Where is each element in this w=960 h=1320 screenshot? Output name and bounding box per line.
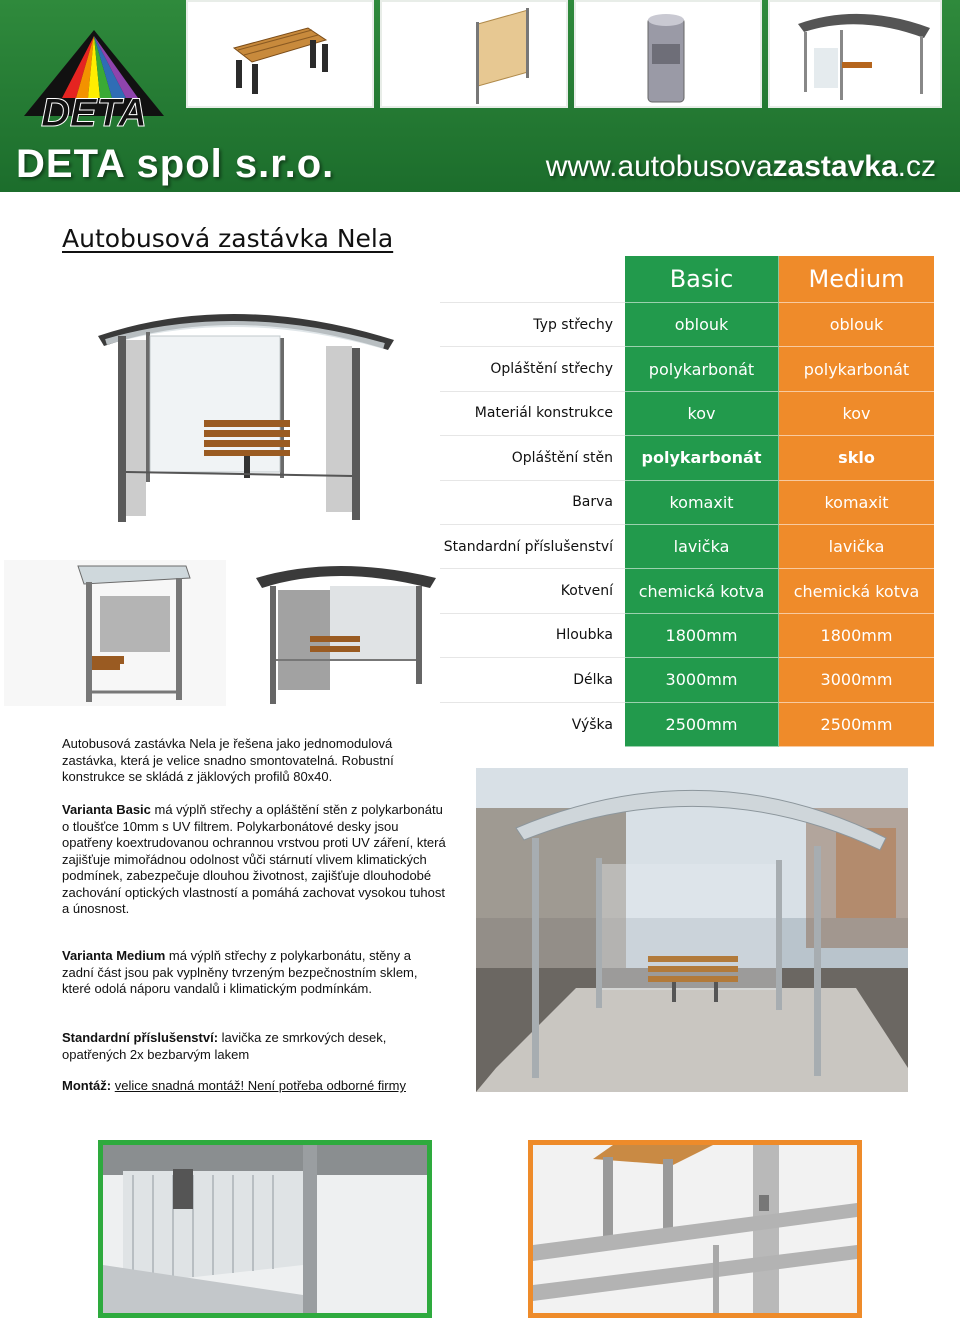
basic-variant-title: Varianta Basic [62, 802, 151, 817]
spec-label: Barva [440, 481, 625, 525]
shelter-render-side [4, 560, 226, 706]
basic-variant-paragraph [62, 802, 446, 918]
standard-accessories-paragraph [62, 1030, 446, 1063]
detail-photo-basic [98, 1140, 432, 1318]
spec-basic-value: polykarbonát [625, 436, 779, 480]
spec-medium-value: komaxit [779, 481, 934, 525]
assembly-paragraph [62, 1078, 446, 1095]
intro-paragraph: Autobusová zastávka Nela je řešena jako jednomodulová zastávka, která je velice snadno smontovatelná. Robustní konstrukce se skládá z jäklových profilů 80x40. [62, 736, 394, 784]
spec-row [440, 569, 934, 613]
spec-medium-value: 2500mm [779, 703, 934, 747]
shelter-installed-photo [476, 768, 908, 1092]
spec-label: Hloubka [440, 614, 625, 658]
spec-row [440, 436, 934, 480]
spec-basic-value: oblouk [625, 303, 779, 347]
spec-row [440, 614, 934, 658]
medium-variant-paragraph [62, 948, 446, 998]
shelter-thumbnail [768, 0, 942, 108]
website-bold: zastavka [772, 150, 898, 183]
spec-header-row [440, 256, 934, 303]
spec-label: Standardní příslušenství [440, 525, 625, 569]
spec-row [440, 481, 934, 525]
spec-medium-value: sklo [779, 436, 934, 480]
spec-row [440, 392, 934, 436]
shelter-render-perspective [226, 556, 442, 706]
waste-bin-thumbnail [574, 0, 762, 108]
standard-accessories-title: Standardní příslušenství: [62, 1030, 219, 1045]
website-prefix: www.autobusova [545, 150, 773, 183]
spec-basic-value: polykarbonát [625, 347, 779, 391]
bench-thumbnail [186, 0, 374, 108]
page-title: Autobusová zastávka Nela [62, 224, 394, 253]
medium-variant-title: Varianta Medium [62, 948, 166, 963]
spec-medium-value: polykarbonát [779, 347, 934, 391]
spec-row [440, 525, 934, 569]
spec-basic-value: 3000mm [625, 658, 779, 702]
spec-basic-value: kov [625, 392, 779, 436]
spec-medium-value: kov [779, 392, 934, 436]
spec-label: Materiál konstrukce [440, 392, 625, 436]
spec-basic-value: lavička [625, 525, 779, 569]
assembly-text: velice snadná montáž! Není potřeba odborné firmy [114, 1078, 406, 1093]
column-basic: Basic [625, 256, 779, 303]
panel-thumbnail [380, 0, 568, 108]
spec-label: Opláštění stěn [440, 436, 625, 480]
detail-photo-medium [528, 1140, 862, 1318]
company-name: DETA spol s.r.o. [16, 142, 335, 186]
basic-variant-text: má výplň střechy a opláštění stěn z polykarbonátu o tloušťce 10mm s UV filtrem. Polykarbonátové desky jsou opatřeny koextrudovanou ochrannou vrstvou proti UV záření, která zajišťuje mimořádnou odolnost vůči stárnutí vlivem klimatických podmínek, zabezpečuje dlouhou životnost, zajišťuje dlouhodobé zachování optických vlastností a pomáhá zachovat vysokou tuhost a únosnost. [62, 802, 446, 916]
header-banner [0, 0, 960, 192]
assembly-title: Montáž: [62, 1078, 112, 1093]
specification-table [440, 256, 934, 747]
spec-medium-value: oblouk [779, 303, 934, 347]
spec-basic-value: chemická kotva [625, 569, 779, 613]
polycarbonate-detail-image [103, 1145, 427, 1313]
spec-row [440, 303, 934, 347]
deta-logo [14, 26, 174, 138]
logo-text: DETA [41, 91, 147, 135]
standard-accessories-text: lavička ze smrkových desek, opatřených 2x bezbarvým lakem [62, 1030, 387, 1062]
spec-medium-value: lavička [779, 525, 934, 569]
spec-label: Kotvení [440, 569, 625, 613]
column-medium: Medium [779, 256, 934, 303]
spec-basic-value: 2500mm [625, 703, 779, 747]
spec-medium-value: 1800mm [779, 614, 934, 658]
shelter-render-front [84, 296, 402, 528]
spec-medium-value: 3000mm [779, 658, 934, 702]
spec-row [440, 347, 934, 391]
spec-row [440, 658, 934, 702]
product-thumbnails [186, 0, 942, 108]
spec-label: Typ střechy [440, 303, 625, 347]
spec-basic-value: 1800mm [625, 614, 779, 658]
spec-basic-value: komaxit [625, 481, 779, 525]
website-address[interactable] [546, 150, 936, 184]
website-suffix: .cz [897, 150, 936, 183]
spec-label: Výška [571, 716, 613, 733]
spec-label: Délka [440, 658, 625, 702]
spec-label: Opláštění střechy [440, 347, 625, 391]
medium-variant-text: má výplň střechy z polykarbonátu, stěny a zadní část jsou pak vyplněny tvrzeným bezpečnostním sklem, které odolá náporu vandalů i klimatickým podmínkám. [62, 948, 418, 996]
frame-joint-detail-image [533, 1145, 857, 1313]
spec-header-blank [440, 256, 625, 303]
spec-medium-value: chemická kotva [779, 569, 934, 613]
spec-row [440, 703, 934, 747]
